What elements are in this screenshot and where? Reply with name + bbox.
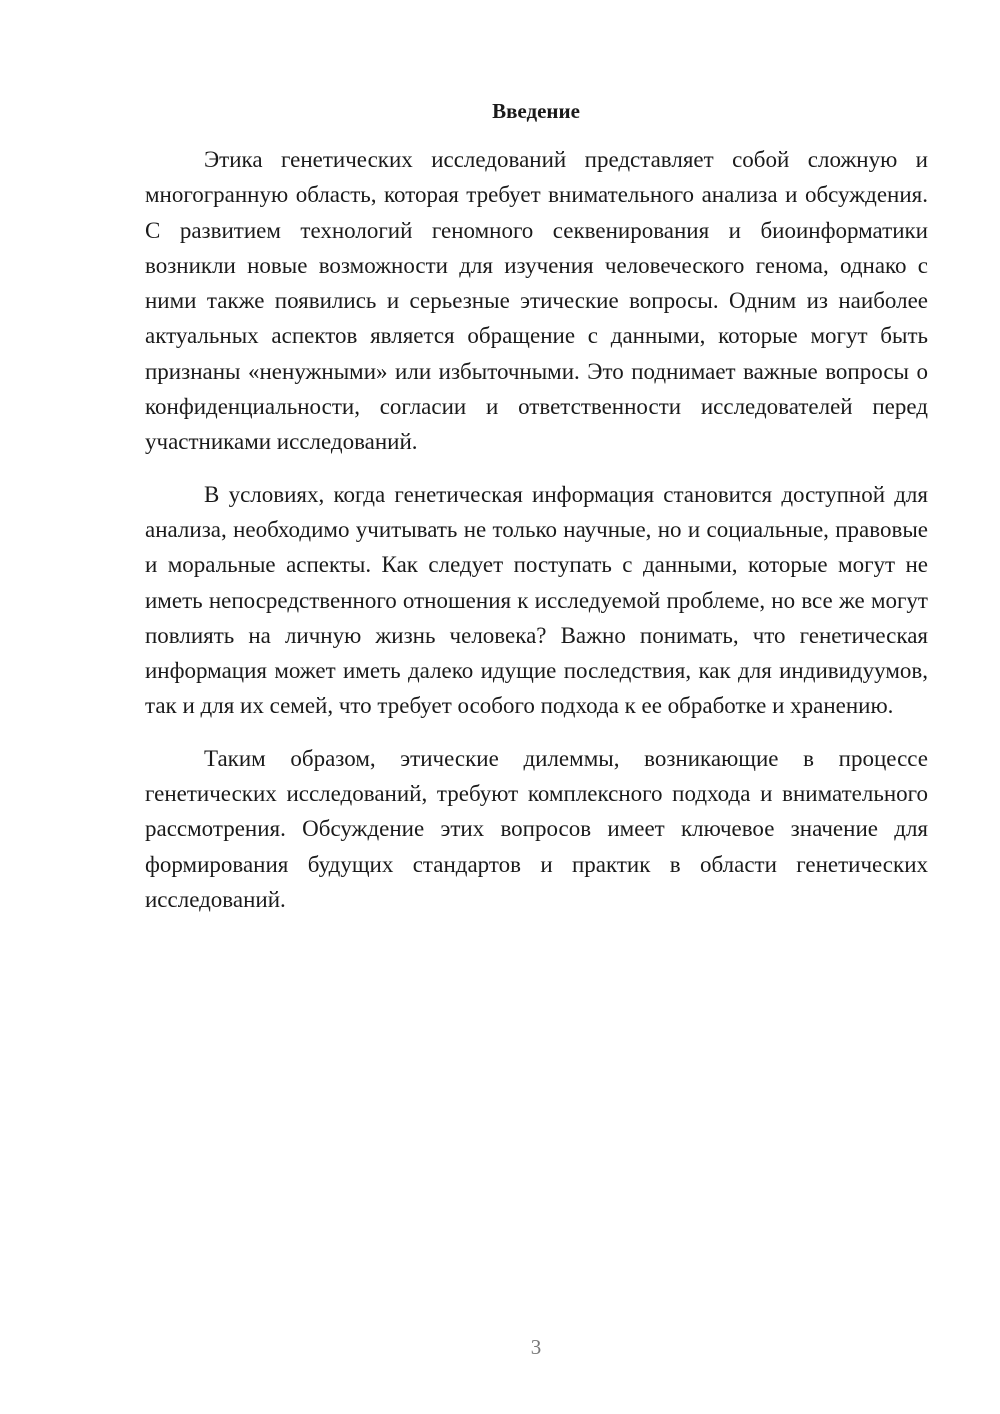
section-heading: Введение (492, 99, 580, 123)
body-text (145, 142, 928, 917)
page-number: 3 (530, 1335, 542, 1359)
paragraph-2: В условиях, когда генетическая информация становится доступной для анализа, необходимо учитывать не только научные, но и социальные, правовые и моральные аспекты. Как следует поступать с данными, которые могут не иметь непосредственного отношения к исследуемой проблеме, но все же могут повлиять на личную жизнь человека? Важно понимать, что генетическая информация может иметь далеко идущие последствия, как для индивидуумов, так и для их семей, что требует особого подхода к ее обработке и хранению. (145, 481, 928, 719)
paragraph-1: Этика генетических исследований представляет собой сложную и многогранную область, которая требует внимательного анализа и обсуждения. С развитием технологий геномного секвенирования и биоинформатики возникли новые возможности для изучения человеческого генома, однако с ними также появились и серьезные этические вопросы. Одним из наиболее актуальных аспектов является обращение с данными, которые могут быть признаны «ненужными» или избыточными. Это поднимает важные вопросы о конфиденциальности, согласии и ответственности исследователей перед участниками исследований. (145, 147, 928, 455)
paragraph-3: Таким образом, этические дилеммы, возникающие в процессе генетических исследований, требуют комплексного подхода и внимательного рассмотрения. Обсуждение этих вопросов имеет ключевое значение для формирования будущих стандартов и практик в области генетических исследований. (145, 745, 928, 912)
